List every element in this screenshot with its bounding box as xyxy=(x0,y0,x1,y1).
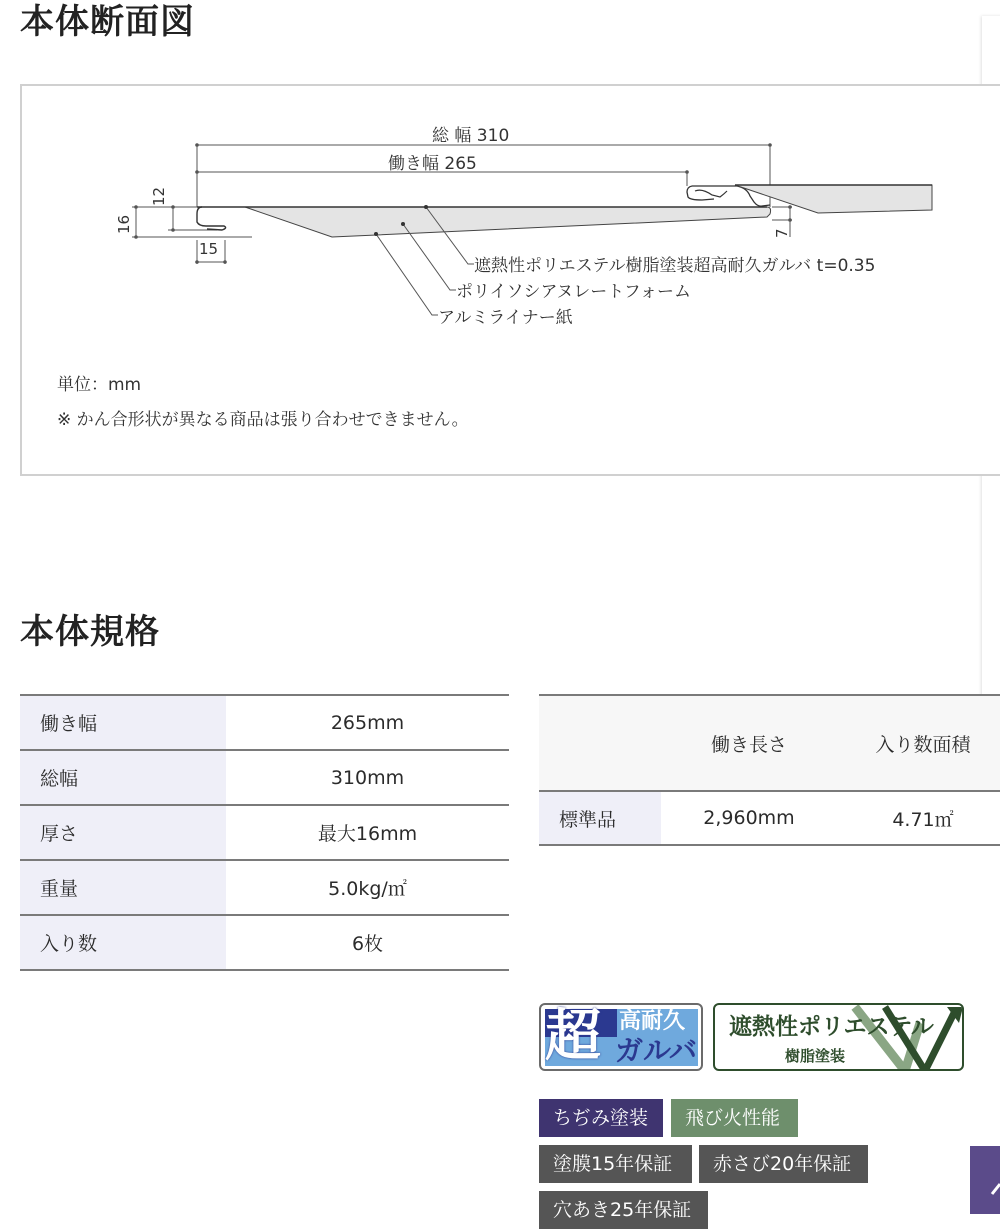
callout-liner: アルミライナー紙 xyxy=(438,308,573,328)
scroll-top-button[interactable] xyxy=(970,1146,1000,1214)
row-label: 標準品 xyxy=(539,791,661,845)
table-row xyxy=(539,791,1000,845)
tag-coating-warranty: 塗膜15年保証 xyxy=(539,1145,692,1183)
spec-label: 総幅 xyxy=(20,750,226,805)
table-row xyxy=(20,695,509,750)
tag-red-rust-warranty: 赤さび20年保証 xyxy=(699,1145,868,1183)
spec-value: 5.0kg/㎡ xyxy=(226,860,509,915)
table-row xyxy=(20,805,509,860)
side-panel-3 xyxy=(982,437,1000,717)
spec-value: 265mm xyxy=(226,695,509,750)
cross-section-diagram xyxy=(20,84,1000,476)
tag-shrink-coating: ちぢみ塗装 xyxy=(539,1099,663,1137)
working-width-label: 働き幅 265 xyxy=(388,154,477,174)
total-width-label: 総 幅 310 xyxy=(432,126,510,146)
logo-galva-text: ガルバ xyxy=(615,1034,698,1067)
spec-label: 重量 xyxy=(20,860,226,915)
chevron-up-icon xyxy=(970,1146,1000,1214)
dim-16-label: 16 xyxy=(115,214,133,234)
table-row xyxy=(20,750,509,805)
tag-fire-performance: 飛び火性能 xyxy=(671,1099,798,1137)
table-row xyxy=(20,915,509,970)
header-area: 入り数面積 xyxy=(837,695,1000,791)
table-row xyxy=(20,860,509,915)
area-value: 4.71㎡ xyxy=(837,791,1000,845)
tag-perforation-warranty: 穴あき25年保証 xyxy=(539,1191,708,1229)
super-galva-logo xyxy=(539,1003,703,1071)
logo-polyester-main: 遮熱性ポリエステル xyxy=(729,1014,934,1040)
spec-title: 本体規格 xyxy=(20,612,160,652)
spec-value: 最大16mm xyxy=(226,805,509,860)
caution-note: ※ かん合形状が異なる商品は張り合わせできません。 xyxy=(57,410,469,430)
table-header-row xyxy=(539,695,1000,791)
spec-label: 入り数 xyxy=(20,915,226,970)
cross-section-title: 本体断面図 xyxy=(20,2,195,42)
header-empty xyxy=(539,695,661,791)
logo-super-char: 超 xyxy=(545,1004,601,1069)
logo-high-durability: 高耐久 xyxy=(619,1009,686,1034)
dim-15-label: 15 xyxy=(199,240,219,258)
unit-note: 単位：mm xyxy=(57,375,142,395)
working-length-value: 2,960mm xyxy=(661,791,837,845)
dim-12-label: 12 xyxy=(150,186,168,206)
dim-7-label: 7 xyxy=(773,228,791,238)
spec-value: 6枚 xyxy=(226,915,509,970)
callout-foam: ポリイソシアヌレートフォーム xyxy=(456,282,691,302)
heat-shield-polyester-logo xyxy=(713,1003,964,1071)
spec-label: 働き幅 xyxy=(20,695,226,750)
spec-label: 厚さ xyxy=(20,805,226,860)
spec-value: 310mm xyxy=(226,750,509,805)
length-table xyxy=(539,694,1000,846)
logo-polyester-sub: 樹脂塗装 xyxy=(785,1047,846,1065)
callout-coating: 遮熱性ポリエステル樹脂塗装超高耐久ガルバ t=0.35 xyxy=(474,256,876,276)
spec-table xyxy=(20,694,509,971)
header-working-length: 働き長さ xyxy=(661,695,837,791)
